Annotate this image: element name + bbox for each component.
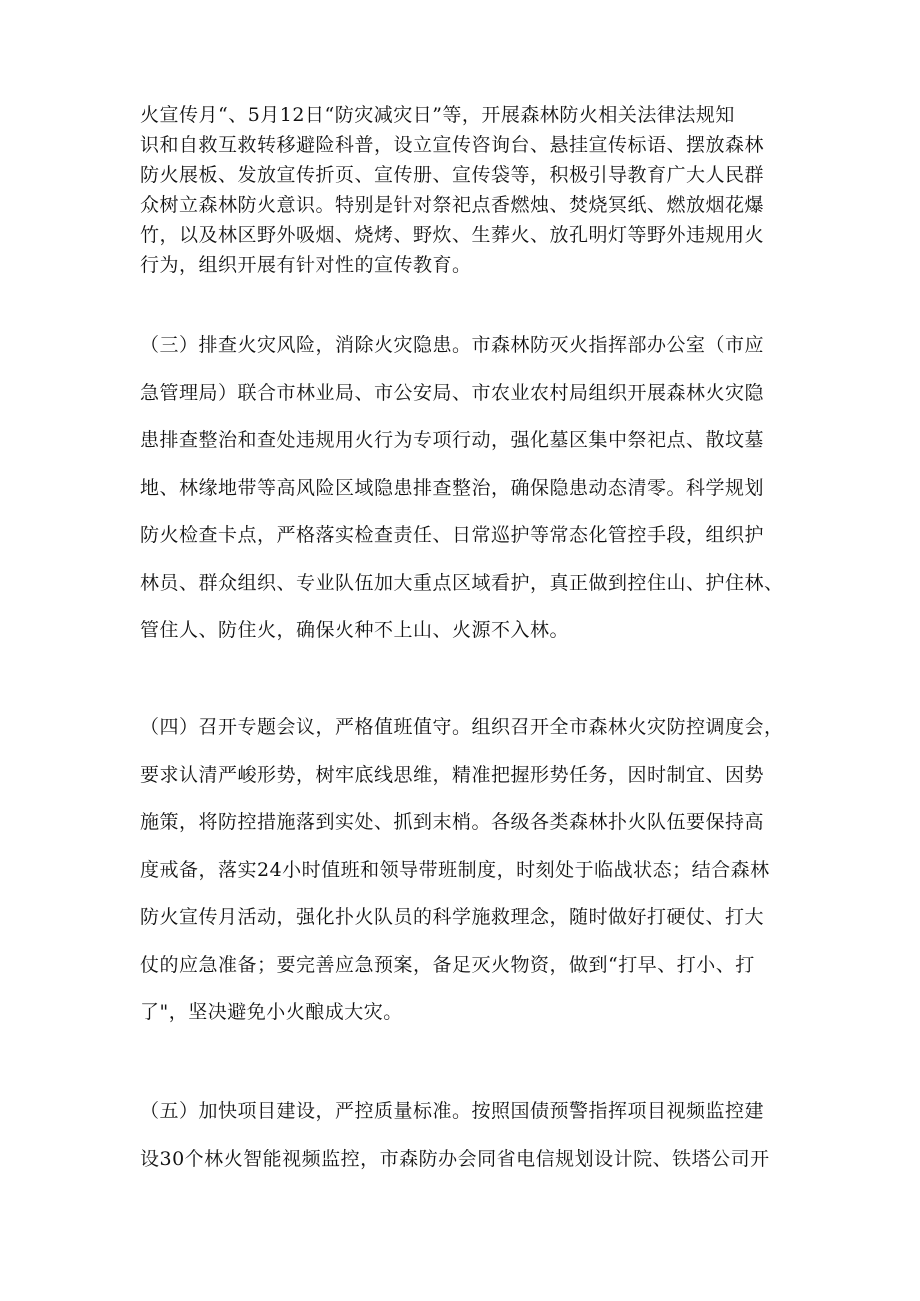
- paragraph-publicity: [140, 100, 800, 280]
- text-line: 竹，以及林区野外吸烟、烧烤、野炊、生葬火、放孔明灯等野外违规用火: [140, 224, 765, 246]
- text-line: 地、林缘地带等高风险区域隐患排查整治，确保隐患动态清零。科学规划: [140, 476, 765, 499]
- text-line: 施策，将防控措施落到实处、抓到末梢。各级各类森林扑火队伍要保持高: [140, 811, 765, 833]
- text-line: 防火检查卡点，严格落实检查责任、日常巡护等常态化管控手段，组织护: [140, 524, 765, 546]
- text-line: （四）召开专题会议，严格值班值守。组织召开全市森林火灾防控调度会，: [140, 716, 784, 738]
- text-line: 识和自救互救转移避险科普，设立宣传咨询台、悬挂宣传标语、摆放森林: [140, 134, 765, 156]
- text-line: 了"，坚决避免小火酿成大灾。: [140, 1001, 403, 1023]
- text-line: 管住人、防住火，确保火种不上山、火源不入林。: [140, 619, 570, 641]
- text-line: 仗的应急准备；要完善应急预案，备足灭火物资，做到“打早、打小、打: [140, 953, 755, 976]
- text-line: 林员、群众组织、专业队伍加大重点区域看护，真正做到控住山、护住林、: [140, 571, 784, 594]
- text-line: （五）加快项目建设，严控质量标准。按照国债预警指挥项目视频监控建: [140, 1100, 765, 1122]
- text-line: 防火宣传月活动，强化扑火队员的科学施救理念，随时做好打硬仗、打大: [140, 906, 765, 928]
- text-line: 患排查整治和查处违规用火行为专项行动，强化墓区集中祭祀点、散坟墓: [140, 429, 765, 451]
- text-line: 要求认清严峻形势，树牢底线思维，精准把握形势任务，因时制宜、因势: [140, 763, 765, 786]
- text-line: 众树立森林防火意识。特别是针对祭祀点香燃烛、焚烧冥纸、燃放烟花爆: [140, 194, 765, 216]
- text-line: （三）排查火灾风险，消除火灾隐患。市森林防灭火指挥部办公室（市应: [140, 334, 765, 356]
- text-line: 设30个林火智能视频监控，市森防办会同省电信规划设计院、铁塔公司开: [140, 1147, 770, 1170]
- text-line: 行为，组织开展有针对性的宣传教育。: [140, 254, 472, 276]
- paragraph-section-3: [140, 322, 800, 655]
- paragraph-section-4: [140, 704, 800, 1037]
- text-line: 度戒备，落实24小时值班和领导带班制度，时刻处于临战状态；结合森林: [140, 858, 770, 881]
- paragraph-section-5: [140, 1088, 800, 1183]
- text-line: 急管理局）联合市林业局、市公安局、市农业农村局组织开展森林火灾隐: [140, 381, 765, 404]
- text-line: 防火展板、发放宣传折页、宣传册、宣传袋等，积极引导教育广大人民群: [140, 164, 765, 186]
- text-line: 火宣传月“、5月12日“防灾减灾日”等，开展森林防火相关法律法规知: [140, 104, 735, 126]
